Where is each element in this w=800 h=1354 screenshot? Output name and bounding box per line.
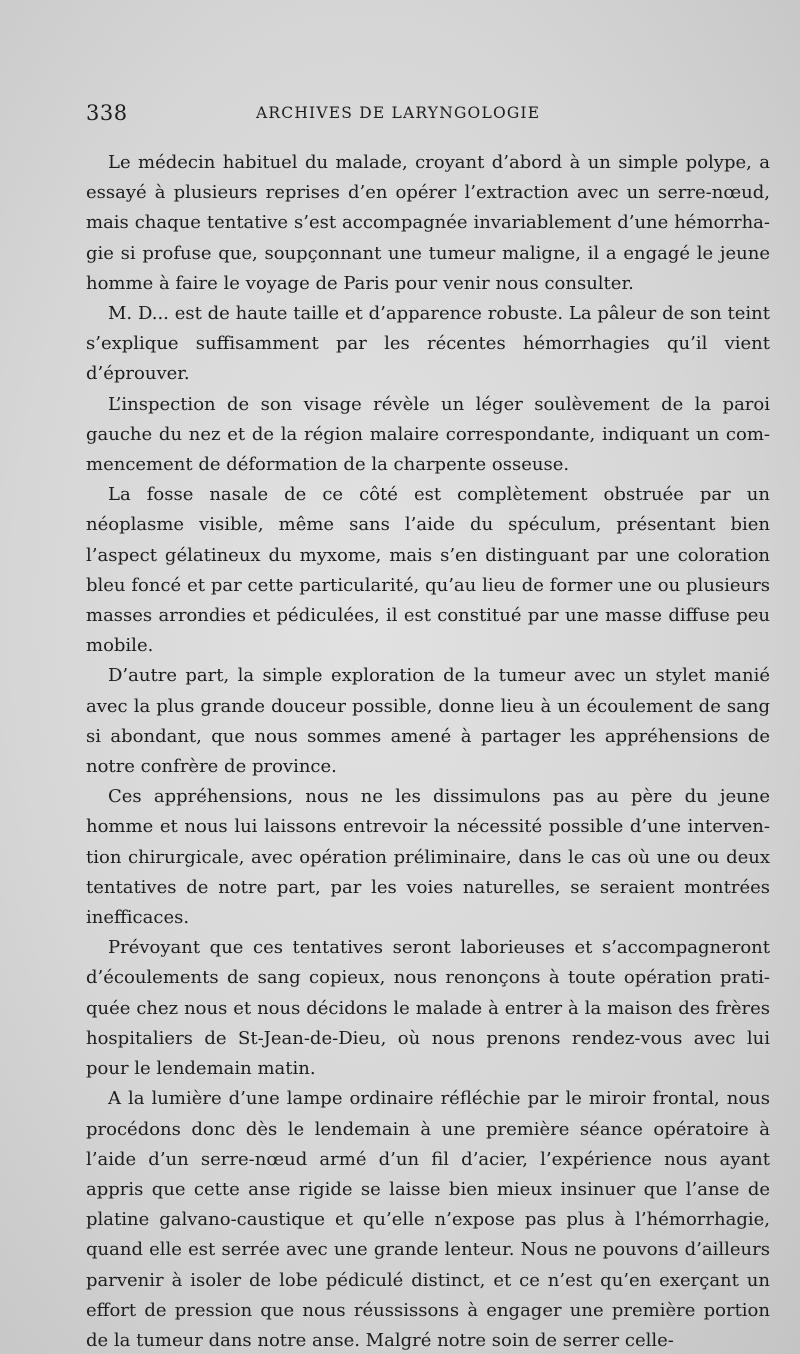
journal-title: ARCHIVES DE LARYNGOLOGIE (256, 104, 541, 122)
paragraph: Le médecin habituel du malade, croyant d’abord à un simple polype, a essayé à plusieurs reprises d’en opérer l’extraction avec un serre-nœud, mais chaque tentative s’est accompagnée invariablement d’une hémorrhagie si profuse que, soupçonnant une tumeur maligne, il a engagé le jeune homme à faire le voyage de Paris pour venir nous consulter. (86, 152, 770, 294)
paragraph: La fosse nasale de ce côté est complètement obstruée par un néoplasme visible, même sans l’aide du spéculum, présentant bien l’aspect gélatineux du myxome, mais s’en distinguant par une coloration bleu foncé et par cette particularité, qu’au lieu de former une ou plusieurs masses arrondies et pédiculées, il est constitué par une masse diffuse peu mobile. (86, 484, 770, 657)
paragraph: A la lumière d’une lampe ordinaire réfléchie par le miroir frontal, nous procédons donc dès le lendemain à une première séance opératoire à l’aide d’un serre-nœud armé d’un fil d’acier, l’expérience nous ayant appris que cette anse rigide se laisse bien mieux insinuer que l’anse de platine galvano-caustique et qu’elle n’expose pas plus à l’hémorrhagie, quand elle est serrée avec une grande lenteur. Nous ne pouvons d’ailleurs parvenir à isoler de lobe pédiculé distinct, et ce n’est qu’en exerçant un effort de pression que nous réussissons à engager une première portion de la tumeur dans notre anse. Malgré notre soin de serrer celle- (86, 1088, 770, 1351)
paragraph: M. D... est de haute taille et d’apparence robuste. La pâleur de son teint s’explique suffisamment par les récentes hémorrhagies qu’il vient d’éprouver. (86, 303, 770, 385)
paragraph: D’autre part, la simple exploration de la tumeur avec un stylet manié avec la plus grande douceur possible, donne lieu à un écoulement de sang si abondant, que nous sommes amené à partager les appréhensions de notre confrère de province. (86, 665, 770, 778)
running-head (86, 101, 786, 131)
paragraph: Ces appréhensions, nous ne les dissimulons pas au père du jeune homme et nous lui laissons entrevoir la nécessité possible d’une intervention chirurgicale, avec opération préliminaire, dans le cas où une ou deux tentatives de notre part, par les voies naturelles, se seraient montrées inefficaces. (86, 786, 770, 929)
page-number: 338 (86, 101, 128, 125)
body-text (86, 148, 770, 1354)
paragraph: L’inspection de son visage révèle un léger soulèvement de la paroi gauche du nez et de la région malaire correspondante, indiquant un commencement de déformation de la charpente osseuse. (86, 393, 770, 476)
paragraph: Prévoyant que ces tentatives seront laborieuses et s’accompagneront d’écoulements de sang copieux, nous renonçons à toute opération pratiquée chez nous et nous décidons le malade à entrer à la maison des frères hospitaliers de St-Jean-de-Dieu, où nous prenons rendez-vous avec lui pour le lendemain matin. (86, 937, 770, 1080)
